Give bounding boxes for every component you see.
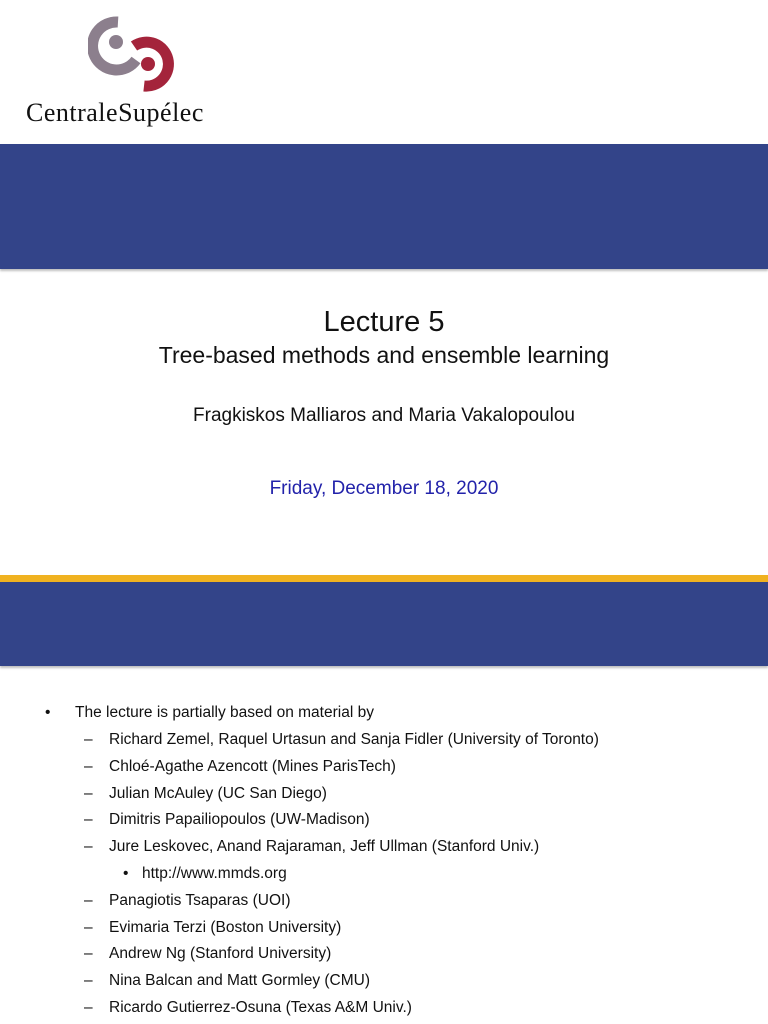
lecture-date: Friday, December 18, 2020 (269, 478, 499, 499)
list-item-text: Andrew Ng (Stanford University) (109, 945, 332, 962)
list-item-text: Ricardo Gutierrez-Osuna (Texas A&M Univ.) (109, 999, 412, 1016)
logo-mark-icon (88, 12, 188, 96)
list-item-text: Chloé-Agathe Azencott (Mines ParisTech) (109, 758, 396, 775)
dash-marker: – (84, 758, 93, 775)
list-item-text: Panagiotis Tsaparas (UOI) (109, 892, 291, 909)
second-slide-header-band (0, 582, 768, 666)
dash-marker: – (84, 999, 93, 1016)
slide-divider (0, 575, 768, 582)
list-item-text: The lecture is partially based on material by (75, 704, 374, 721)
dash-marker: – (84, 811, 93, 828)
mmds-link[interactable]: http://www.mmds.org (142, 865, 287, 882)
authors: Fragkiskos Malliaros and Maria Vakalopoulou (193, 405, 575, 426)
dash-marker: – (84, 919, 93, 936)
header-band (0, 144, 768, 269)
centralesupelec-logo (24, 12, 254, 132)
list-item-text: Dimitris Papailiopoulos (UW-Madison) (109, 811, 370, 828)
list-item-text: Evimaria Terzi (Boston University) (109, 919, 342, 936)
dash-marker: – (84, 838, 93, 855)
list-item-text: Richard Zemel, Raquel Urtasun and Sanja Fidler (University of Toronto) (109, 731, 599, 748)
bullet-marker: • (123, 865, 129, 882)
dash-marker: – (84, 785, 93, 802)
bullet-marker: • (45, 704, 51, 721)
list-item-text: Jure Leskovec, Anand Rajaraman, Jeff Ullman (Stanford Univ.) (109, 838, 540, 855)
dash-marker: – (84, 972, 93, 989)
logo-wordmark: CentraleSupélec (26, 98, 204, 127)
list-item-text: Julian McAuley (UC San Diego) (109, 785, 327, 802)
list-item-text: Nina Balcan and Matt Gormley (CMU) (109, 972, 370, 989)
dash-marker: – (84, 731, 93, 748)
lecture-subtitle: Tree-based methods and ensemble learning (158, 342, 610, 368)
dash-marker: – (84, 945, 93, 962)
dash-marker: – (84, 892, 93, 909)
lecture-title: Lecture 5 (323, 306, 445, 338)
